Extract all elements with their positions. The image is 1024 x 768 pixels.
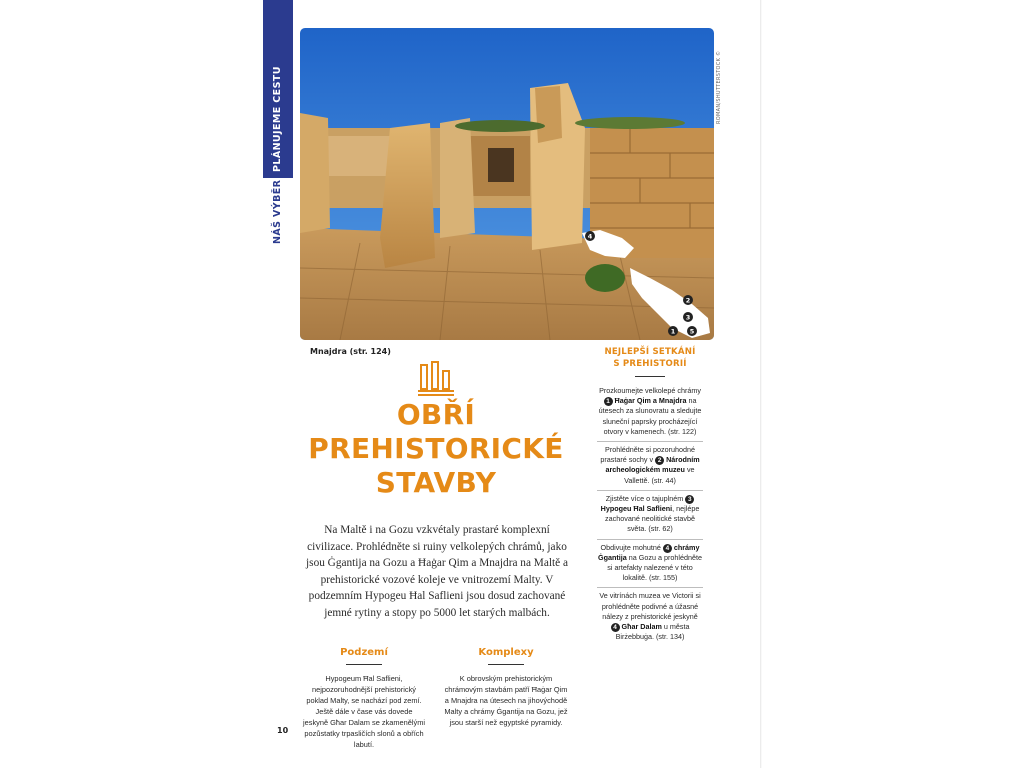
sidebar-item-text: u města Birżebbuġa. (str. 134)	[615, 622, 690, 642]
sidebar-divider	[635, 376, 665, 377]
sidebar-item-text: Zjistěte více o tajuplném	[605, 493, 686, 503]
number-badge-icon: 4	[663, 544, 672, 553]
sidebar-item-highlight: Národním archeologickém muzeu	[605, 455, 700, 475]
sidebar-item	[597, 491, 703, 540]
map-marker-4: 4	[587, 232, 593, 241]
page-edge-shadow	[760, 0, 762, 768]
map-marker-3: 3	[685, 313, 691, 322]
sidebar-item-text: Ve vitrínách muzea ve Victorii si prohlédněte podivné a úžasné nálezy z prehistorické jeskyně	[599, 591, 701, 621]
sidebar-item-highlight: Ħaġar Qim a Mnajdra	[614, 396, 687, 406]
intro-paragraph: Na Maltě i na Gozu vzkvétaly prastaré komplexní civilizace. Prohlédněte si ruiny velkolepých chrámů, jako jsou Ġgantija na Gozu a Ħaġar Qim a Mnajdra na Maltě a prehistorické vozové koleje ve vnitrozemí Malty. V podzemním Hypogeu Ħal Saflieni jsou dosud zachované jemné rytiny a stopy po 5000 let starých malbách.	[306, 524, 568, 619]
column-text: Hypogeum Ħal Saflieni, nejpozoruhodnější prehistorický poklad Malty, se nachází pod zemí. Ještě dále v čase vás dovede jeskyně Għar Dalam se zkamenělými pozůstatky trpasličích slonů a obřích labutí.	[303, 674, 425, 749]
sidebar-item-text: Prohlédněte si pozoruhodné prastaré sochy v	[600, 445, 695, 465]
section-side-tab	[263, 0, 293, 248]
page-title	[296, 398, 576, 500]
side-tab-section-label: PLÁNUJEME CESTU	[272, 66, 283, 172]
sidebar-item-text: na Gozu a prohlédněte si artefakty nalezené v této lokalitě. (str. 155)	[607, 552, 702, 583]
temple-ruins-photo	[300, 28, 714, 340]
sidebar-item-text: , nejlépe zachované neolitické stavbě světa. (str. 62)	[605, 504, 700, 534]
sidebar-title	[597, 346, 703, 370]
title-line-1: OBŘÍ	[396, 398, 476, 431]
number-badge-icon: 2	[655, 456, 664, 465]
map-marker-2: 2	[685, 296, 691, 305]
side-tab-subsection-label: NÁŠ VÝBĚR	[272, 179, 283, 244]
temple-ruins-icon	[417, 360, 455, 401]
number-badge-icon: 4	[611, 623, 620, 632]
sidebar-best-encounters	[597, 346, 703, 646]
column-text: K obrovským prehistorickým chrámovým stavbám patří Ħaġar Qim a Mnajdra na útesech na jihovýchodě Malty a chrámy Ġgantija na Gozu, jež jsou starší než egyptské pyramidy.	[444, 674, 568, 727]
sidebar-item-highlight: Għar Dalam	[621, 622, 662, 632]
column-complexes	[444, 646, 568, 728]
sidebar-item-text: ve Vallettě. (str. 44)	[624, 465, 695, 485]
column-heading: Komplexy	[478, 647, 534, 658]
sidebar-item	[597, 588, 703, 646]
column-heading: Podzemí	[340, 647, 388, 658]
sidebar-item-text: na útesech za slunovratu a sledujte sluneční paprsky procházející otvory v kamenech. (str. 122)	[598, 396, 702, 436]
column-underground	[302, 646, 426, 750]
sidebar-item-highlight: Hypogeu Ħal Saflieni	[600, 504, 673, 514]
sidebar-item	[597, 540, 703, 589]
sidebar-item-text: Obdivujte mohutné	[600, 542, 663, 552]
hero-photo	[300, 28, 714, 340]
column-divider	[488, 664, 524, 665]
number-badge-icon: 3	[685, 495, 694, 504]
photo-credit: ROMAN/SHUTTERSTOCK ©	[716, 50, 722, 124]
title-line-3: STAVBY	[375, 466, 497, 499]
title-line-2: PREHISTORICKÉ	[308, 432, 564, 465]
sidebar-title-line-1: NEJLEPŠÍ SETKÁNÍ	[604, 347, 696, 357]
map-marker-5: 5	[689, 327, 695, 336]
sidebar-item	[597, 442, 703, 491]
sidebar-item-text: Prozkoumejte velkolepé chrámy	[599, 386, 701, 395]
sidebar-title-line-2: S PREHISTORIÍ	[613, 359, 687, 369]
photo-caption: Mnajdra (str. 124)	[310, 347, 391, 356]
page-number: 10	[277, 726, 289, 735]
number-badge-icon: 1	[604, 397, 613, 406]
sidebar-item	[597, 383, 703, 442]
column-divider	[346, 664, 382, 665]
sidebar-item-highlight: chrámy Ġgantija	[598, 542, 700, 562]
map-marker-1: 1	[670, 327, 676, 336]
